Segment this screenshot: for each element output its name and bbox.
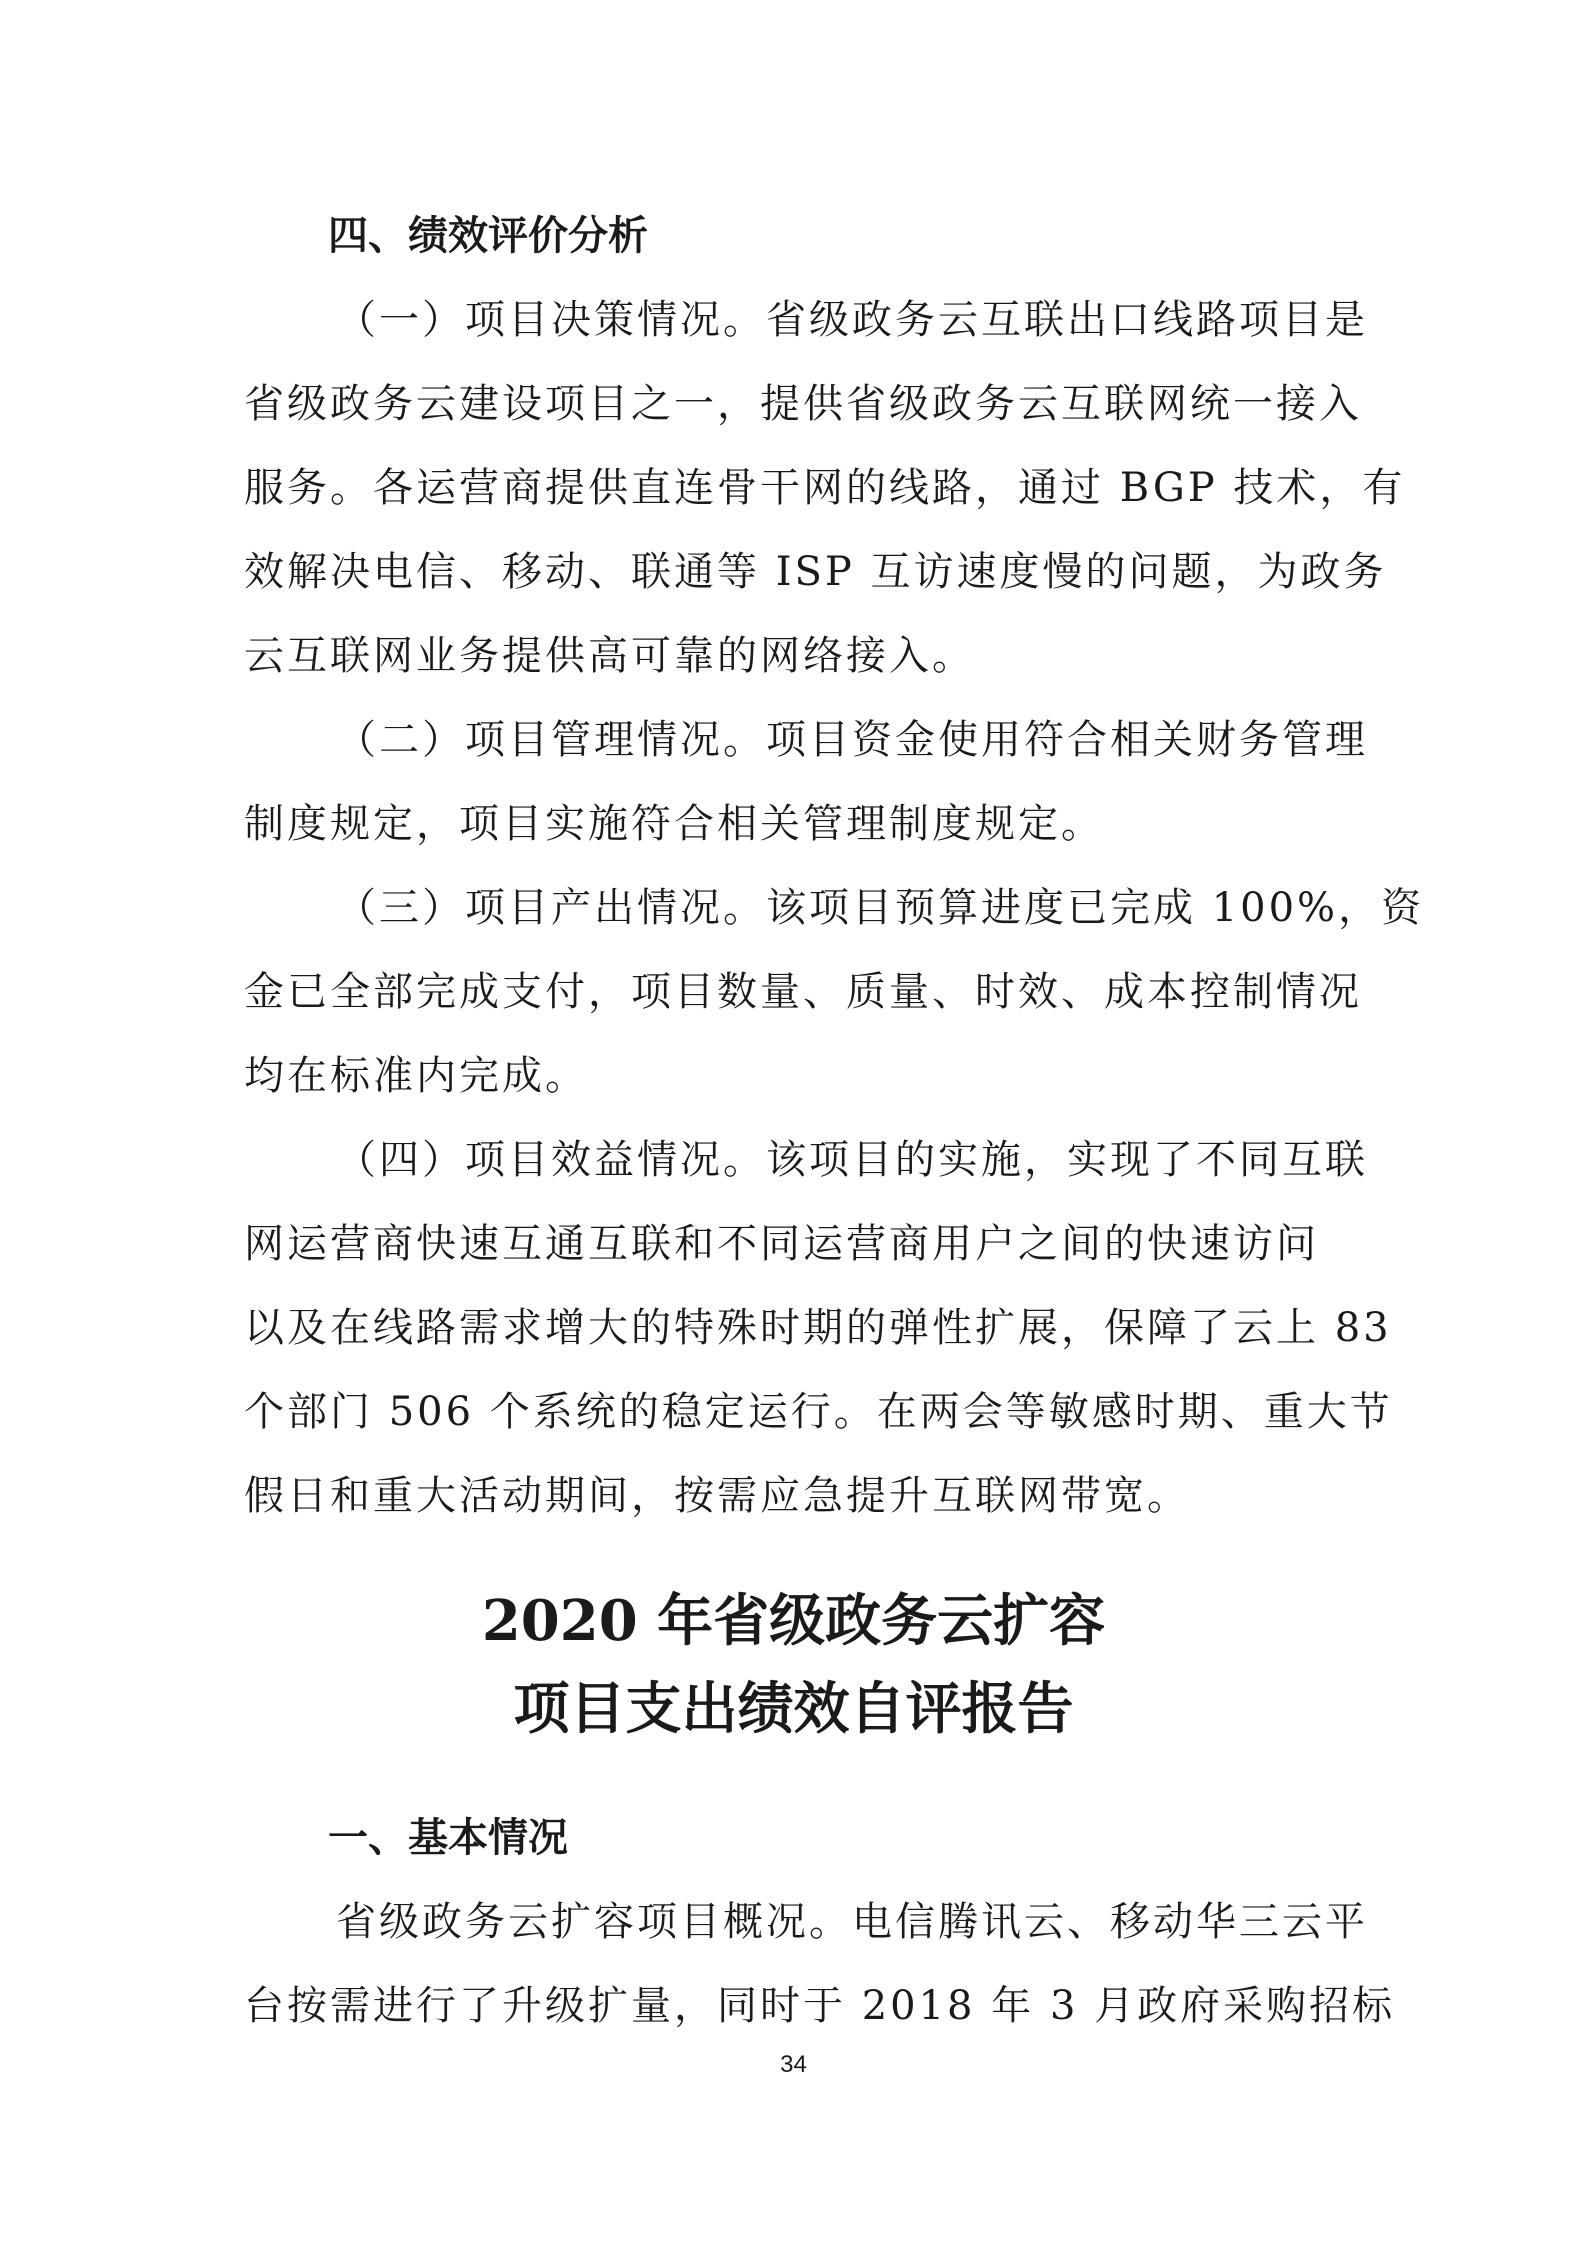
paragraph-line: （一）项目决策情况。省级政务云互联出口线路项目是 <box>336 297 1368 343</box>
section-heading-4: 四、绩效评价分析 <box>328 213 648 259</box>
paragraph-line: 金已全部完成支付，项目数量、质量、时效、成本控制情况 <box>244 969 1362 1015</box>
paragraph-line: 云互联网业务提供高可靠的网络接入。 <box>244 633 975 679</box>
report-title-line1: 2020 年省级政务云扩容 <box>481 1588 1106 1654</box>
paragraph-line: 省级政务云扩容项目概况。电信腾讯云、移动华三云平 <box>336 1899 1368 1945</box>
paragraph-line: 服务。各运营商提供直连骨干网的线路，通过 BGP 技术，有 <box>244 465 1406 511</box>
report-title-line2: 项目支出绩效自评报告 <box>513 1676 1074 1742</box>
paragraph-line: 台按需进行了升级扩量，同时于 2018 年 3 月政府采购招标 <box>244 1983 1396 2029</box>
paragraph-line: 效解决电信、移动、联通等 ISP 互访速度慢的问题，为政务 <box>244 549 1387 595</box>
page-number: 34 <box>780 2051 807 2078</box>
paragraph-line: 个部门 506 个系统的稳定运行。在两会等敏感时期、重大节 <box>244 1389 1393 1435</box>
paragraph-line: 以及在线路需求增大的特殊时期的弹性扩展，保障了云上 83 <box>244 1305 1392 1351</box>
section-heading-1: 一、基本情况 <box>328 1815 568 1861</box>
paragraph-line: （四）项目效益情况。该项目的实施，实现了不同互联 <box>336 1137 1368 1183</box>
paragraph-line: 均在标准内完成。 <box>244 1053 588 1099</box>
paragraph-line: 制度规定，项目实施符合相关管理制度规定。 <box>244 801 1104 847</box>
paragraph-line: （三）项目产出情况。该项目预算进度已完成 100%，资 <box>336 885 1425 931</box>
paragraph-line: 网运营商快速互通互联和不同运营商用户之间的快速访问 <box>244 1221 1319 1267</box>
paragraph-line: 省级政务云建设项目之一，提供省级政务云互联网统一接入 <box>244 381 1362 427</box>
paragraph-line: （二）项目管理情况。项目资金使用符合相关财务管理 <box>336 717 1368 763</box>
paragraph-line: 假日和重大活动期间，按需应急提升互联网带宽。 <box>244 1473 1190 1519</box>
